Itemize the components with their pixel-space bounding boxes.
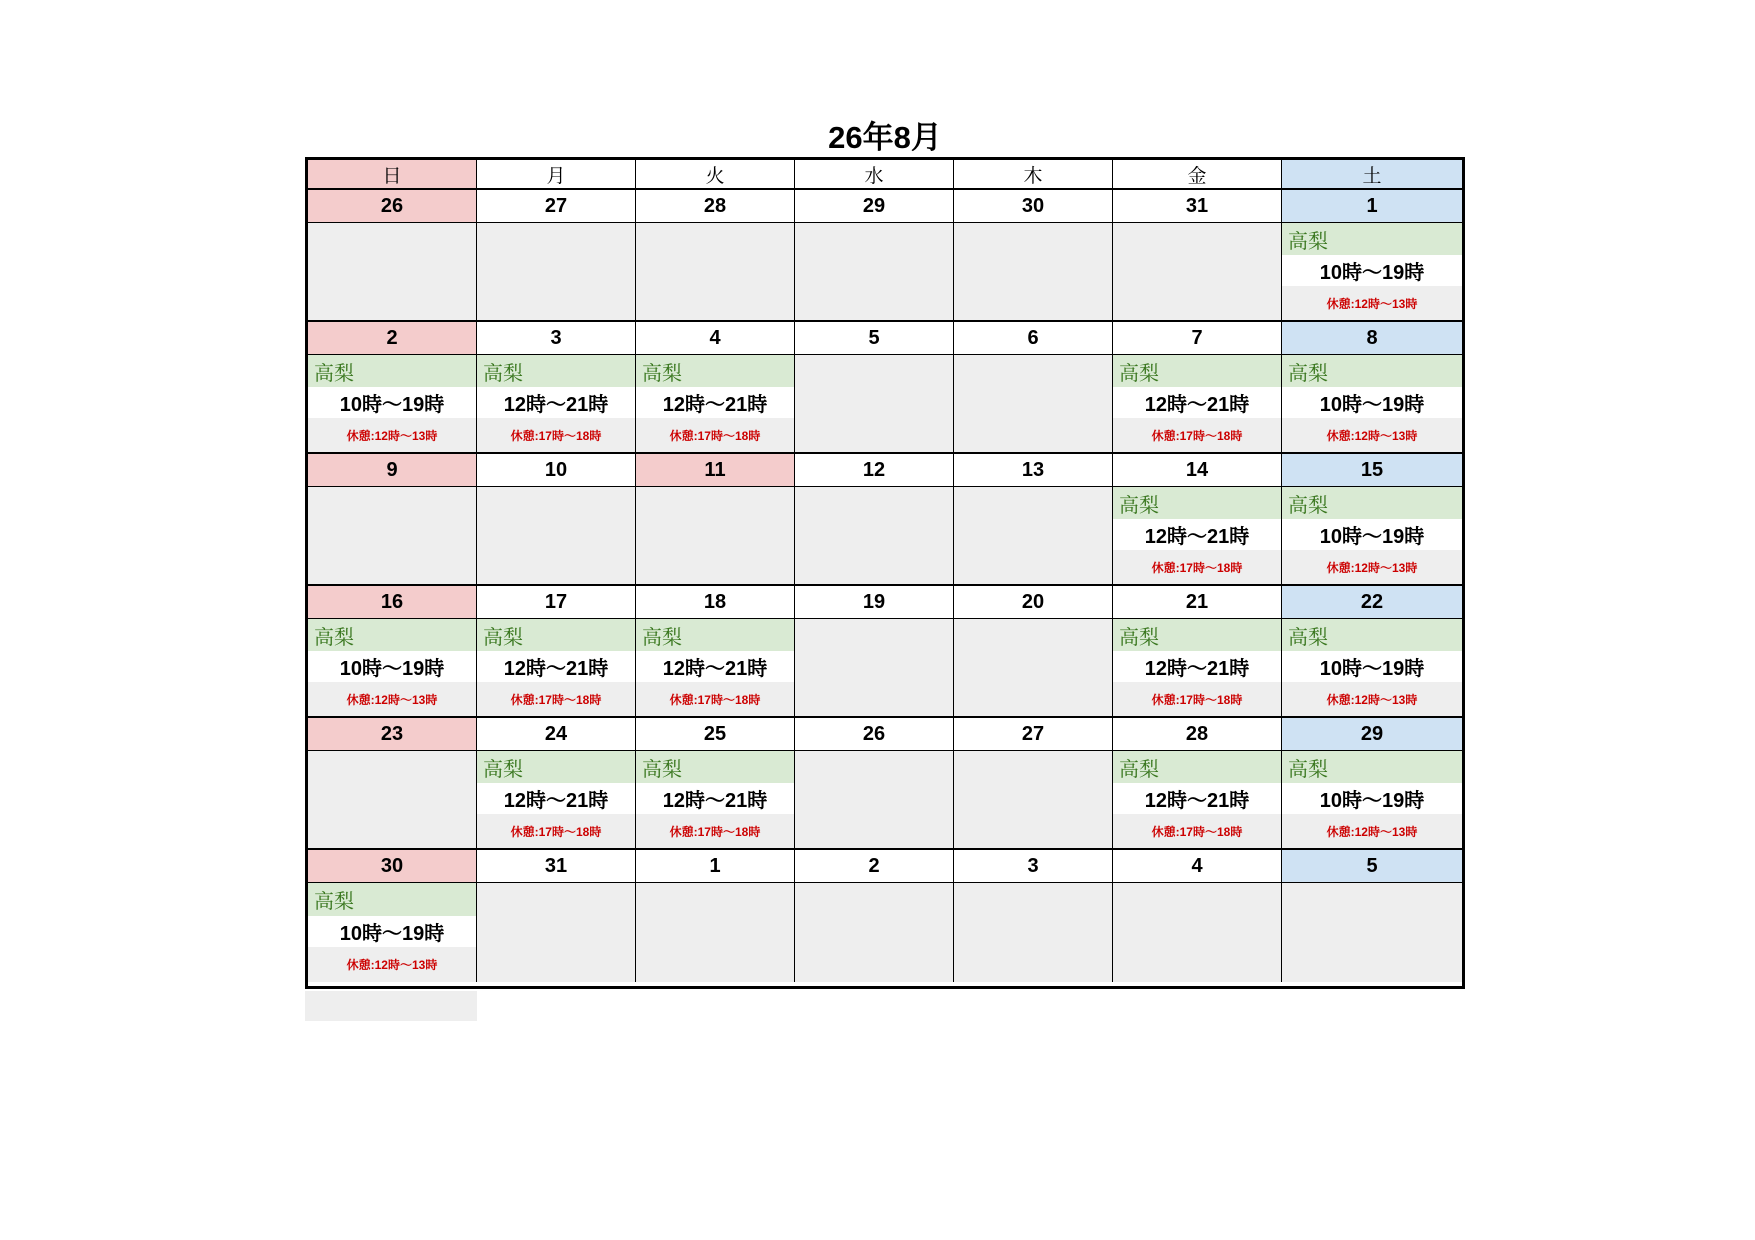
break-time: 休憩:12時～13時 [346,692,438,707]
date-number: 30 [308,850,477,883]
shift-time: 12時～21時 [636,387,794,418]
shift-entry[interactable] [308,619,476,716]
date-number: 4 [636,322,795,355]
date-number: 12 [795,454,954,487]
date-number: 3 [477,322,636,355]
shift-time: 12時～21時 [636,783,794,814]
break-time: 休憩:17時～18時 [510,824,602,839]
shift-entry[interactable] [1113,619,1281,716]
day-cell[interactable] [954,619,1113,718]
staff-name: 高梨 [636,751,794,783]
date-number: 22 [1282,586,1462,619]
day-cell[interactable] [1113,883,1282,982]
date-number: 3 [954,850,1113,883]
day-cell[interactable] [308,619,477,718]
break-time: 休憩:17時～18時 [510,692,602,707]
day-cell[interactable] [954,751,1113,850]
shift-time: 10時～19時 [1282,255,1462,286]
staff-name: 高梨 [1113,487,1281,519]
day-cell[interactable] [477,223,636,322]
day-cell[interactable] [1282,883,1462,982]
day-cell[interactable] [1282,751,1462,850]
weekday-header: 土 [1282,160,1462,190]
date-number: 27 [954,718,1113,751]
date-number: 13 [954,454,1113,487]
break-time: 休憩:17時～18時 [669,428,761,443]
day-cell[interactable] [954,487,1113,586]
weekday-header: 火 [636,160,795,190]
date-number: 5 [795,322,954,355]
day-cell[interactable] [308,751,477,850]
day-cell[interactable] [1282,355,1462,454]
staff-name: 高梨 [1282,223,1462,255]
date-number: 29 [1282,718,1462,751]
shift-time: 10時～19時 [1282,651,1462,682]
day-cell[interactable] [636,355,795,454]
day-cell[interactable] [954,883,1113,982]
day-cell[interactable] [308,487,477,586]
shift-entry[interactable] [1282,751,1462,848]
staff-name: 高梨 [1282,751,1462,783]
date-number: 11 [636,454,795,487]
weekday-header: 水 [795,160,954,190]
date-number: 1 [636,850,795,883]
shift-time: 12時～21時 [477,783,635,814]
weekday-header: 木 [954,160,1113,190]
staff-name: 高梨 [636,355,794,387]
date-number: 18 [636,586,795,619]
staff-name: 高梨 [308,619,476,651]
empty-cell [305,991,477,1021]
date-number: 29 [795,190,954,223]
day-cell[interactable] [308,223,477,322]
day-cell[interactable] [477,355,636,454]
shift-entry[interactable] [1282,487,1462,584]
break-time: 休憩:12時～13時 [1326,428,1418,443]
shift-time: 10時～19時 [308,916,476,948]
day-cell[interactable] [795,883,954,982]
shift-entry[interactable] [477,751,635,848]
date-number: 2 [308,322,477,355]
day-cell[interactable] [1113,355,1282,454]
break-time: 休憩:17時～18時 [1151,692,1243,707]
date-number: 1 [1282,190,1462,223]
staff-name: 高梨 [1113,751,1281,783]
break-time: 休憩:17時～18時 [1151,428,1243,443]
date-number: 16 [308,586,477,619]
shift-entry[interactable] [1113,487,1281,584]
day-cell[interactable] [477,883,636,982]
shift-time: 12時～21時 [1113,783,1281,814]
date-number: 28 [636,190,795,223]
shift-time: 12時～21時 [636,651,794,682]
day-cell[interactable] [1282,487,1462,586]
shift-entry[interactable] [308,355,476,452]
day-cell[interactable] [795,223,954,322]
date-number: 28 [1113,718,1282,751]
shift-time: 12時～21時 [477,387,635,418]
date-number: 25 [636,718,795,751]
date-number: 7 [1113,322,1282,355]
break-time: 休憩:12時～13時 [1326,824,1418,839]
shift-entry[interactable] [636,355,794,452]
shift-time: 12時～21時 [477,651,635,682]
staff-name: 高梨 [477,355,635,387]
shift-time: 10時～19時 [1282,387,1462,418]
calendar-title: 26年8月 [828,120,942,155]
shift-entry[interactable] [308,883,476,982]
staff-name: 高梨 [636,619,794,651]
weekday-header: 日 [308,160,477,190]
day-cell[interactable] [954,355,1113,454]
shift-time: 10時～19時 [1282,519,1462,550]
break-time: 休憩:17時～18時 [669,692,761,707]
day-cell[interactable] [795,619,954,718]
break-time: 休憩:17時～18時 [669,824,761,839]
day-cell[interactable] [636,487,795,586]
date-number: 31 [477,850,636,883]
day-cell[interactable] [954,223,1113,322]
shift-entry[interactable] [1282,223,1462,320]
day-cell[interactable] [1113,619,1282,718]
date-number: 23 [308,718,477,751]
date-number: 30 [954,190,1113,223]
day-cell[interactable] [1113,751,1282,850]
staff-name: 高梨 [1282,487,1462,519]
date-number: 20 [954,586,1113,619]
day-cell[interactable] [308,355,477,454]
date-number: 21 [1113,586,1282,619]
date-number: 26 [795,718,954,751]
date-number: 8 [1282,322,1462,355]
date-number: 15 [1282,454,1462,487]
weekday-header: 月 [477,160,636,190]
day-cell[interactable] [1282,223,1462,322]
staff-name: 高梨 [308,883,476,916]
break-time: 休憩:17時～18時 [1151,824,1243,839]
shift-entry[interactable] [477,619,635,716]
day-cell[interactable] [1113,223,1282,322]
staff-name: 高梨 [1282,619,1462,651]
shift-entry[interactable] [477,355,635,452]
day-cell[interactable] [477,619,636,718]
shift-time: 10時～19時 [308,651,476,682]
shift-time: 12時～21時 [1113,651,1281,682]
shift-entry[interactable] [636,619,794,716]
date-number: 14 [1113,454,1282,487]
shift-time: 10時～19時 [1282,783,1462,814]
break-time: 休憩:12時～13時 [346,428,438,443]
date-number: 17 [477,586,636,619]
date-number: 19 [795,586,954,619]
date-number: 24 [477,718,636,751]
day-cell[interactable] [636,751,795,850]
day-cell[interactable] [636,619,795,718]
day-cell[interactable] [795,487,954,586]
calendar-grid [305,157,1465,989]
date-number: 10 [477,454,636,487]
shift-entry[interactable] [636,751,794,848]
break-time: 休憩:17時～18時 [510,428,602,443]
weekday-header: 金 [1113,160,1282,190]
date-number: 5 [1282,850,1462,883]
staff-name: 高梨 [1113,355,1281,387]
break-time: 休憩:12時～13時 [1326,560,1418,575]
date-number: 2 [795,850,954,883]
day-cell[interactable] [477,487,636,586]
day-cell[interactable] [1113,487,1282,586]
day-cell[interactable] [636,883,795,982]
break-time: 休憩:17時～18時 [1151,560,1243,575]
date-number: 9 [308,454,477,487]
staff-name: 高梨 [477,751,635,783]
shift-entry[interactable] [1282,355,1462,452]
shift-time: 12時～21時 [1113,519,1281,550]
date-number: 4 [1113,850,1282,883]
staff-name: 高梨 [1282,355,1462,387]
date-number: 31 [1113,190,1282,223]
day-cell[interactable] [1282,619,1462,718]
staff-name: 高梨 [477,619,635,651]
break-time: 休憩:12時～13時 [1326,296,1418,311]
shift-entry[interactable] [1113,751,1281,848]
break-time: 休憩:12時～13時 [346,958,438,973]
date-number: 26 [308,190,477,223]
staff-name: 高梨 [308,355,476,387]
day-cell[interactable] [477,751,636,850]
day-cell[interactable] [795,355,954,454]
shift-entry[interactable] [1113,355,1281,452]
staff-name: 高梨 [1113,619,1281,651]
shift-entry[interactable] [1282,619,1462,716]
day-cell[interactable] [795,751,954,850]
date-number: 27 [477,190,636,223]
date-number: 6 [954,322,1113,355]
break-time: 休憩:12時～13時 [1326,692,1418,707]
day-cell[interactable] [636,223,795,322]
shift-time: 10時～19時 [308,387,476,418]
shift-time: 12時～21時 [1113,387,1281,418]
day-cell[interactable] [308,883,477,982]
